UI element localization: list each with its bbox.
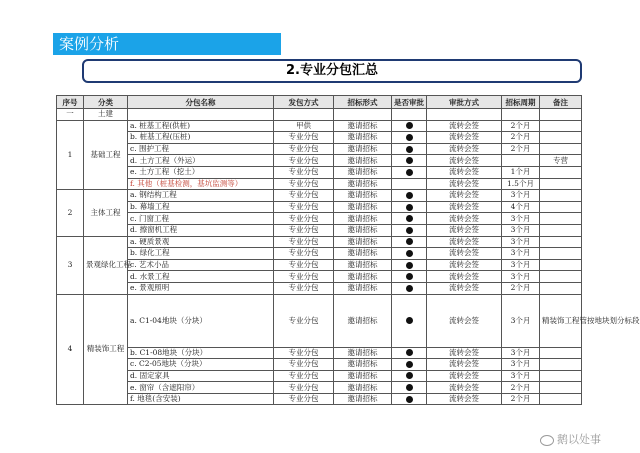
cell-note bbox=[540, 190, 582, 202]
cell-note bbox=[540, 370, 582, 382]
approval-dot-icon bbox=[406, 146, 413, 153]
cell-approval bbox=[392, 155, 427, 167]
cell-period: 2个月 bbox=[502, 282, 540, 294]
cell-approval-mode: 流转会签 bbox=[427, 213, 502, 225]
table-row bbox=[57, 248, 582, 260]
cell-approval-mode: 流转会签 bbox=[427, 393, 502, 405]
cell-tender: 邀请招标 bbox=[334, 155, 392, 167]
cell-approval bbox=[392, 201, 427, 213]
cell-name: d. 水景工程 bbox=[128, 271, 274, 283]
cell-period: 3个月 bbox=[502, 359, 540, 371]
approval-dot-icon bbox=[406, 192, 413, 199]
cell-period: 3个月 bbox=[502, 294, 540, 347]
approval-dot-icon bbox=[406, 384, 413, 391]
table-row bbox=[57, 370, 582, 382]
cell-name: c. 艺术小品 bbox=[128, 259, 274, 271]
cell-tender: 邀请招标 bbox=[334, 347, 392, 359]
page-title: 2.专业分包汇总 bbox=[82, 59, 582, 83]
cell-approval bbox=[392, 282, 427, 294]
approval-dot-icon bbox=[406, 157, 413, 164]
cell-name: c. C2-05地块（分块） bbox=[128, 359, 274, 371]
cell-tender: 邀请招标 bbox=[334, 166, 392, 178]
table-row bbox=[57, 236, 582, 248]
table-row bbox=[57, 359, 582, 371]
col-header: 审批方式 bbox=[427, 96, 502, 109]
cell-period: 2个月 bbox=[502, 393, 540, 405]
cell-approval-mode: 流转会签 bbox=[427, 370, 502, 382]
cell-tender: 邀请招标 bbox=[334, 359, 392, 371]
col-header: 是否审批 bbox=[392, 96, 427, 109]
cell-note bbox=[540, 248, 582, 260]
cell-approval bbox=[392, 382, 427, 394]
cell-method: 专业分包 bbox=[274, 382, 334, 394]
cell-approval-mode: 流转会签 bbox=[427, 224, 502, 236]
approval-dot-icon bbox=[406, 396, 413, 403]
cell-method: 专业分包 bbox=[274, 132, 334, 144]
cell-method: 专业分包 bbox=[274, 271, 334, 283]
cell-note bbox=[540, 271, 582, 283]
watermark bbox=[540, 431, 601, 447]
cell-approval-mode: 流转会签 bbox=[427, 236, 502, 248]
table-row bbox=[57, 166, 582, 178]
approval-dot-icon bbox=[406, 204, 413, 211]
cell-tender: 邀请招标 bbox=[334, 178, 392, 190]
cell-note bbox=[540, 166, 582, 178]
approval-dot-icon bbox=[406, 169, 413, 176]
cell-method: 甲供 bbox=[274, 120, 334, 132]
cell-tender: 邀请招标 bbox=[334, 259, 392, 271]
cell-period: 3个月 bbox=[502, 259, 540, 271]
cell-category: 精装饰工程 bbox=[84, 294, 128, 405]
cell-name: d. 固定家具 bbox=[128, 370, 274, 382]
col-header: 备注 bbox=[540, 96, 582, 109]
cell-method: 专业分包 bbox=[274, 347, 334, 359]
cell-note: 精装饰工程管按地块划分标段 bbox=[540, 294, 582, 347]
cell-period: 3个月 bbox=[502, 224, 540, 236]
cell-approval bbox=[392, 166, 427, 178]
approval-dot-icon bbox=[406, 361, 413, 368]
col-header: 序号 bbox=[57, 96, 84, 109]
cell-period: 1个月 bbox=[502, 166, 540, 178]
cell-note bbox=[540, 224, 582, 236]
cell-approval-mode: 流转会签 bbox=[427, 259, 502, 271]
subcontract-table bbox=[56, 95, 640, 405]
cell-tender: 邀请招标 bbox=[334, 382, 392, 394]
cell-period bbox=[502, 155, 540, 167]
cell-approval bbox=[392, 190, 427, 202]
cell-name: f. 地毯(含安装) bbox=[128, 393, 274, 405]
col-header: 发包方式 bbox=[274, 96, 334, 109]
table-header-row bbox=[57, 96, 582, 109]
cell-method: 专业分包 bbox=[274, 143, 334, 155]
approval-dot-icon bbox=[406, 134, 413, 141]
cell-name: e. 窗帘（含遮阳帘） bbox=[128, 382, 274, 394]
table-row bbox=[57, 347, 582, 359]
section-header: 案例分析 bbox=[53, 33, 281, 55]
cell-note: 专营 bbox=[540, 155, 582, 167]
cell-period: 1.5个月 bbox=[502, 178, 540, 190]
cell-approval-mode: 流转会签 bbox=[427, 294, 502, 347]
approval-dot-icon bbox=[406, 227, 413, 234]
cell-name: a. 硬质景观 bbox=[128, 236, 274, 248]
cell-no: 一 bbox=[57, 109, 84, 121]
cell-approval bbox=[392, 271, 427, 283]
cell-period: 2个月 bbox=[502, 120, 540, 132]
cell-tender: 邀请招标 bbox=[334, 294, 392, 347]
cell-tender: 邀请招标 bbox=[334, 248, 392, 260]
cell-period: 2个月 bbox=[502, 143, 540, 155]
cell-method: 专业分包 bbox=[274, 236, 334, 248]
table-row bbox=[57, 190, 582, 202]
cell-method: 专业分包 bbox=[274, 359, 334, 371]
cell-note bbox=[540, 347, 582, 359]
cell-approval bbox=[392, 143, 427, 155]
approval-dot-icon bbox=[406, 273, 413, 280]
cell-approval bbox=[392, 393, 427, 405]
cell-name: d. 土方工程（外运） bbox=[128, 155, 274, 167]
cell-approval-mode: 流转会签 bbox=[427, 190, 502, 202]
cell-method: 专业分包 bbox=[274, 166, 334, 178]
cell-note bbox=[540, 132, 582, 144]
cell-method: 专业分包 bbox=[274, 224, 334, 236]
col-header: 招标周期 bbox=[502, 96, 540, 109]
cell-approval bbox=[392, 370, 427, 382]
cell-method: 专业分包 bbox=[274, 248, 334, 260]
col-header: 分类 bbox=[84, 96, 128, 109]
cell-name: a. C1-04地块（分块） bbox=[128, 294, 274, 347]
cell-tender: 邀请招标 bbox=[334, 236, 392, 248]
table-row bbox=[57, 271, 582, 283]
cell-tender: 邀请招标 bbox=[334, 271, 392, 283]
approval-dot-icon bbox=[406, 262, 413, 269]
cell-approval-mode: 流转会签 bbox=[427, 178, 502, 190]
cell-period: 3个月 bbox=[502, 213, 540, 225]
table-row bbox=[57, 382, 582, 394]
cell-method: 专业分包 bbox=[274, 201, 334, 213]
cell-approval-mode: 流转会签 bbox=[427, 166, 502, 178]
cell-period: 3个月 bbox=[502, 370, 540, 382]
cell-tender: 邀请招标 bbox=[334, 120, 392, 132]
cell-approval bbox=[392, 213, 427, 225]
table-row bbox=[57, 259, 582, 271]
cell-name: b. 幕墙工程 bbox=[128, 201, 274, 213]
table-row bbox=[57, 109, 582, 121]
cell-category: 基础工程 bbox=[84, 120, 128, 190]
cell-tender: 邀请招标 bbox=[334, 282, 392, 294]
cell-period: 2个月 bbox=[502, 382, 540, 394]
cell-method: 专业分包 bbox=[274, 155, 334, 167]
cell-no: 2 bbox=[57, 190, 84, 236]
cell-note bbox=[540, 201, 582, 213]
table-row bbox=[57, 143, 582, 155]
cell-approval-mode: 流转会签 bbox=[427, 201, 502, 213]
cell-category: 主体工程 bbox=[84, 190, 128, 236]
cell-name: e. 土方工程（挖土） bbox=[128, 166, 274, 178]
cell-name: a. 钢结构工程 bbox=[128, 190, 274, 202]
cell-name: a. 桩基工程(供桩) bbox=[128, 120, 274, 132]
table-row bbox=[57, 213, 582, 225]
table-row bbox=[57, 201, 582, 213]
cell-tender: 邀请招标 bbox=[334, 393, 392, 405]
approval-dot-icon bbox=[406, 372, 413, 379]
cell-category: 景观绿化工程 bbox=[84, 236, 128, 294]
cell-tender: 邀请招标 bbox=[334, 370, 392, 382]
cell-note bbox=[540, 120, 582, 132]
approval-dot-icon bbox=[406, 317, 413, 324]
table-row bbox=[57, 178, 582, 190]
table-row bbox=[57, 393, 582, 405]
cell-approval bbox=[392, 120, 427, 132]
cell-note bbox=[540, 382, 582, 394]
cell-approval-mode: 流转会签 bbox=[427, 143, 502, 155]
cell-note bbox=[540, 213, 582, 225]
cell-approval bbox=[392, 347, 427, 359]
approval-dot-icon bbox=[406, 250, 413, 257]
cell-no: 4 bbox=[57, 294, 84, 405]
cell-tender: 邀请招标 bbox=[334, 224, 392, 236]
cell-approval bbox=[392, 259, 427, 271]
cell-method: 专业分包 bbox=[274, 282, 334, 294]
watermark-text: 鹅以处事 bbox=[557, 433, 601, 446]
cell-method: 专业分包 bbox=[274, 393, 334, 405]
cell-tender: 邀请招标 bbox=[334, 143, 392, 155]
cell-period: 2个月 bbox=[502, 132, 540, 144]
cell-name: b. C1-08地块（分块） bbox=[128, 347, 274, 359]
cell-method: 专业分包 bbox=[274, 190, 334, 202]
table-row bbox=[57, 120, 582, 132]
cell-tender: 邀请招标 bbox=[334, 213, 392, 225]
table-row bbox=[57, 294, 582, 347]
cell-tender: 邀请招标 bbox=[334, 190, 392, 202]
cell-method: 专业分包 bbox=[274, 294, 334, 347]
table-row bbox=[57, 132, 582, 144]
cell-period: 3个月 bbox=[502, 271, 540, 283]
cell-note bbox=[540, 282, 582, 294]
cell-period: 3个月 bbox=[502, 236, 540, 248]
cell-approval bbox=[392, 359, 427, 371]
cell-period: 4个月 bbox=[502, 201, 540, 213]
cell-note bbox=[540, 143, 582, 155]
cell-approval-mode: 流转会签 bbox=[427, 359, 502, 371]
cell-approval-mode: 流转会签 bbox=[427, 155, 502, 167]
col-header: 招标形式 bbox=[334, 96, 392, 109]
cell-method: 专业分包 bbox=[274, 213, 334, 225]
cell-approval-mode: 流转会签 bbox=[427, 120, 502, 132]
wechat-icon bbox=[540, 435, 554, 446]
cell-note bbox=[540, 236, 582, 248]
cell-note bbox=[540, 178, 582, 190]
cell-name: d. 擦窗机工程 bbox=[128, 224, 274, 236]
cell-method: 专业分包 bbox=[274, 178, 334, 190]
cell-approval-mode: 流转会签 bbox=[427, 271, 502, 283]
approval-dot-icon bbox=[406, 285, 413, 292]
approval-dot-icon bbox=[406, 238, 413, 245]
cell-note bbox=[540, 359, 582, 371]
cell-approval-mode: 流转会签 bbox=[427, 248, 502, 260]
cell-approval bbox=[392, 248, 427, 260]
cell-name: b. 绿化工程 bbox=[128, 248, 274, 260]
cell-category: 土建 bbox=[84, 109, 128, 121]
approval-dot-icon bbox=[406, 122, 413, 129]
table-row bbox=[57, 224, 582, 236]
cell-name: b. 桩基工程(压桩) bbox=[128, 132, 274, 144]
cell-approval bbox=[392, 236, 427, 248]
cell-name: f. 其他（桩基检测，基坑监测等） bbox=[128, 178, 274, 190]
cell-name: c. 门窗工程 bbox=[128, 213, 274, 225]
cell-approval bbox=[392, 294, 427, 347]
cell-period: 3个月 bbox=[502, 248, 540, 260]
cell-method: 专业分包 bbox=[274, 370, 334, 382]
cell-approval bbox=[392, 224, 427, 236]
approval-dot-icon bbox=[406, 215, 413, 222]
cell-no: 3 bbox=[57, 236, 84, 294]
cell-approval-mode: 流转会签 bbox=[427, 347, 502, 359]
cell-approval-mode: 流转会签 bbox=[427, 382, 502, 394]
cell-note bbox=[540, 259, 582, 271]
cell-approval bbox=[392, 178, 427, 190]
cell-period: 3个月 bbox=[502, 190, 540, 202]
cell-approval-mode: 流转会签 bbox=[427, 132, 502, 144]
cell-name: e. 景观照明 bbox=[128, 282, 274, 294]
col-header: 分包名称 bbox=[128, 96, 274, 109]
approval-dot-icon bbox=[406, 349, 413, 356]
cell-approval bbox=[392, 132, 427, 144]
table-row bbox=[57, 282, 582, 294]
cell-method: 专业分包 bbox=[274, 259, 334, 271]
cell-note bbox=[540, 393, 582, 405]
cell-name: c. 围护工程 bbox=[128, 143, 274, 155]
cell-tender: 邀请招标 bbox=[334, 132, 392, 144]
cell-tender: 邀请招标 bbox=[334, 201, 392, 213]
cell-period: 3个月 bbox=[502, 347, 540, 359]
table-row bbox=[57, 155, 582, 167]
cell-approval-mode: 流转会签 bbox=[427, 282, 502, 294]
cell-no: 1 bbox=[57, 120, 84, 190]
